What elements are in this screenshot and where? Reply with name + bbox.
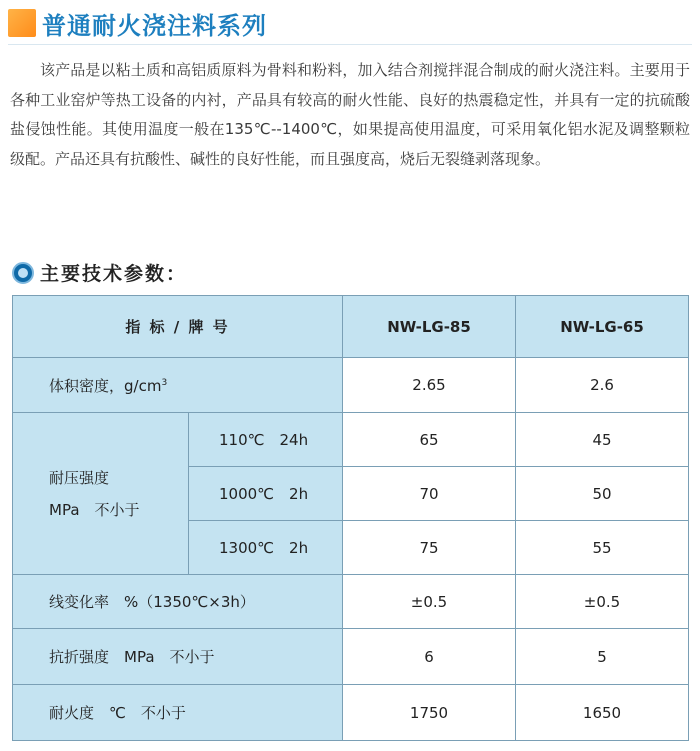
circle-bullet-icon — [12, 262, 34, 284]
strength-cond-1: 110℃ 24h — [189, 413, 343, 467]
flexural-label: 抗折强度 MPa 不小于 — [13, 629, 343, 685]
strength-2-v2: 50 — [516, 467, 689, 521]
section-title: 主要技术参数： — [40, 263, 188, 285]
spec-table — [12, 295, 689, 741]
refractoriness-v2: 1650 — [516, 685, 689, 741]
header-col1: NW-LG-85 — [343, 296, 516, 358]
header-index-cell: 指 标 / 牌 号 — [13, 296, 343, 358]
strength-cond-3: 1300℃ 2h — [189, 521, 343, 575]
refractoriness-v1: 1750 — [343, 685, 516, 741]
table-header-row — [13, 296, 689, 358]
orange-square-icon — [8, 9, 36, 37]
description-text: 该产品是以粘土质和高铝质原料为骨料和粉料，加入结合剂搅拌混合制成的耐火浇注料。主要用于各种工业窑炉等热工设备的内衬，产品具有较高的耐火性能、良好的热震稳定性，并具有一定的抗硫酸盐侵蚀性能。其使用温度一般在135℃--1400℃，如果提高使用温度，可采用氧化铝水泥及调整颗粒级配。产品还具有抗酸性、碱性的良好性能，而且强度高，烧后无裂缝剥落现象。 — [10, 61, 690, 168]
density-v1: 2.65 — [343, 358, 516, 413]
page-header — [8, 6, 267, 40]
table-row — [13, 358, 689, 413]
flexural-v1: 6 — [343, 629, 516, 685]
strength-2-v1: 70 — [343, 467, 516, 521]
header-col2: NW-LG-65 — [516, 296, 689, 358]
table-row — [13, 575, 689, 629]
flexural-v2: 5 — [516, 629, 689, 685]
product-description — [10, 56, 690, 174]
strength-3-v2: 55 — [516, 521, 689, 575]
table-row — [13, 413, 689, 467]
refractoriness-label: 耐火度 ℃ 不小于 — [13, 685, 343, 741]
strength-1-v2: 45 — [516, 413, 689, 467]
density-v2: 2.6 — [516, 358, 689, 413]
density-unit-sup: 3 — [161, 377, 168, 388]
strength-1-v1: 65 — [343, 413, 516, 467]
linear-v1: ±0.5 — [343, 575, 516, 629]
section-heading — [12, 259, 187, 286]
table-row — [13, 629, 689, 685]
density-label — [13, 358, 343, 413]
strength-label-line2: MPa 不小于 — [49, 500, 140, 519]
strength-label — [13, 413, 189, 575]
table-row — [13, 685, 689, 741]
linear-label: 线变化率 %（1350℃×3h） — [13, 575, 343, 629]
strength-label-line1: 耐压强度 — [49, 468, 110, 487]
strength-cond-2: 1000℃ 2h — [189, 467, 343, 521]
density-label-text: 体积密度，g/cm — [49, 376, 162, 395]
strength-3-v1: 75 — [343, 521, 516, 575]
linear-v2: ±0.5 — [516, 575, 689, 629]
page-title: 普通耐火浇注料系列 — [42, 11, 267, 40]
header-divider — [8, 44, 692, 45]
